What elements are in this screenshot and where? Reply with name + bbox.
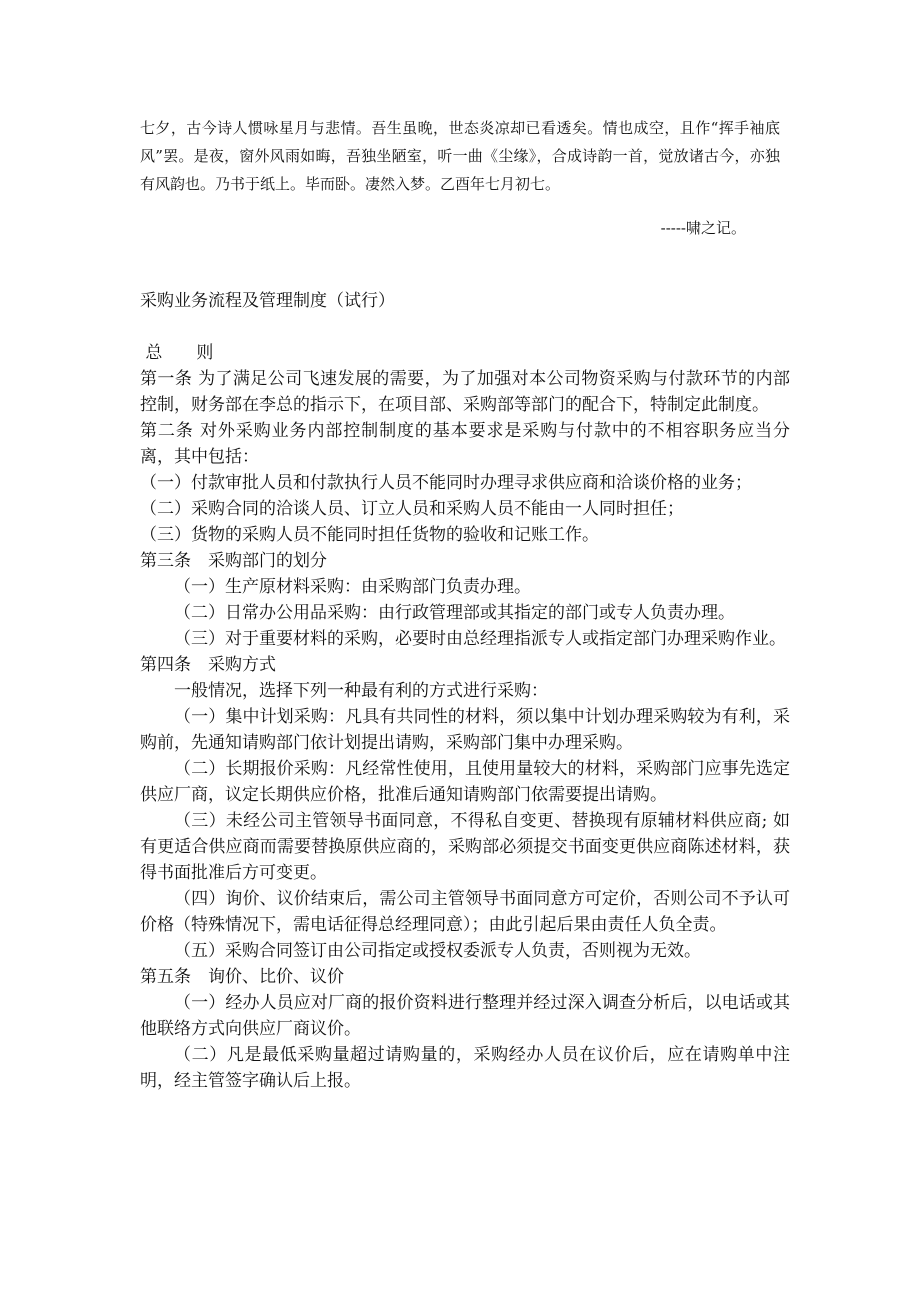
preface-signature: -----啸之记。 (660, 219, 746, 237)
section-heading-general (140, 340, 790, 366)
article-3-heading: 第三条 采购部门的划分 (140, 551, 327, 571)
article-3-item-2: （二）日常办公用品采购：由行政管理部或其指定的部门或专人负责办理。 (174, 603, 735, 623)
article-4-intro: 一般情况，选择下列一种最有利的方式进行采购： (174, 681, 548, 701)
article-4-item-1: （一）集中计划采购：凡具有共同性的材料，须以集中计划办理采购较为有利，采购前，先通知请购部门依计划提出请购，采购部门集中办理采购。 (140, 707, 790, 753)
article-5-heading: 第五条 询价、比价、议价 (140, 967, 344, 987)
article-4-item-4: （四）询价、议价结束后，需公司主管领导书面同意方可定价，否则公司不予认可价格（特殊情况下，需电话征得总经理同意）；由此引起后果由责任人负全责。 (140, 889, 790, 935)
article-4-heading: 第四条 采购方式 (140, 655, 276, 675)
article-5-item-2: （二）凡是最低采购量超过请购量的，采购经办人员在议价后，应在请购单中注明，经主管签字确认后上报。 (140, 1045, 790, 1091)
preface-paragraph: 七夕，古今诗人惯咏星月与悲情。吾生虽晚，世态炎凉却已看透矣。情也成空，且作“挥手袖底风”罢。是夜，窗外风雨如晦，吾独坐陋室，听一曲《尘缘》，合成诗韵一首，觉放诸古今，亦独有风韵也。乃书于纸上。毕而卧。凄然入梦。乙酉年七月初七。 (140, 119, 780, 193)
article-1: 第一条 为了满足公司飞速发展的需要，为了加强对本公司物资采购与付款环节的内部控制，财务部在李总的指示下，在项目部、采购部等部门的配合下，特制定此制度。 (140, 369, 790, 415)
article-4-item-3: （三）未经公司主管领导书面同意，不得私自变更、替换现有原辅材料供应商; 如有更适合供应商而需要替换原供应商的，采购部必须提交书面变更供应商陈述材料，获得书面批准后方可变更。 (140, 811, 790, 883)
general-heading-char-1: 总 (145, 343, 163, 363)
article-3-item-1: （一）生产原材料采购：由采购部门负责办理。 (174, 577, 531, 597)
article-5-item-1: （一）经办人员应对厂商的报价资料进行整理并经过深入调查分析后，以电话或其他联络方式向供应厂商议价。 (140, 993, 790, 1039)
article-2: 第二条 对外采购业务内部控制制度的基本要求是采购与付款中的不相容职务应当分离，其中包括： (140, 421, 790, 467)
general-heading-char-2: 则 (196, 343, 214, 363)
article-2-item-3: （三）货物的采购人员不能同时担任货物的验收和记账工作。 (140, 525, 599, 545)
document-body (140, 340, 790, 1094)
article-3-item-3: （三）对于重要材料的采购，必要时由总经理指派专人或指定部门办理采购作业。 (174, 629, 786, 649)
article-2-item-2: （二）采购合同的洽谈人员、订立人员和采购人员不能由一人同时担任； (140, 499, 684, 519)
article-4-item-2: （二）长期报价采购：凡经常性使用，且使用量较大的材料，采购部门应事先选定供应厂商，议定长期供应价格，批准后通知请购部门依需要提出请购。 (140, 759, 790, 805)
article-2-item-1: （一）付款审批人员和付款执行人员不能同时办理寻求供应商和洽谈价格的业务； (140, 473, 752, 493)
document-title: 采购业务流程及管理制度（试行） (140, 291, 395, 311)
article-4-item-5: （五）采购合同签订由公司指定或授权委派专人负责，否则视为无效。 (174, 941, 701, 961)
